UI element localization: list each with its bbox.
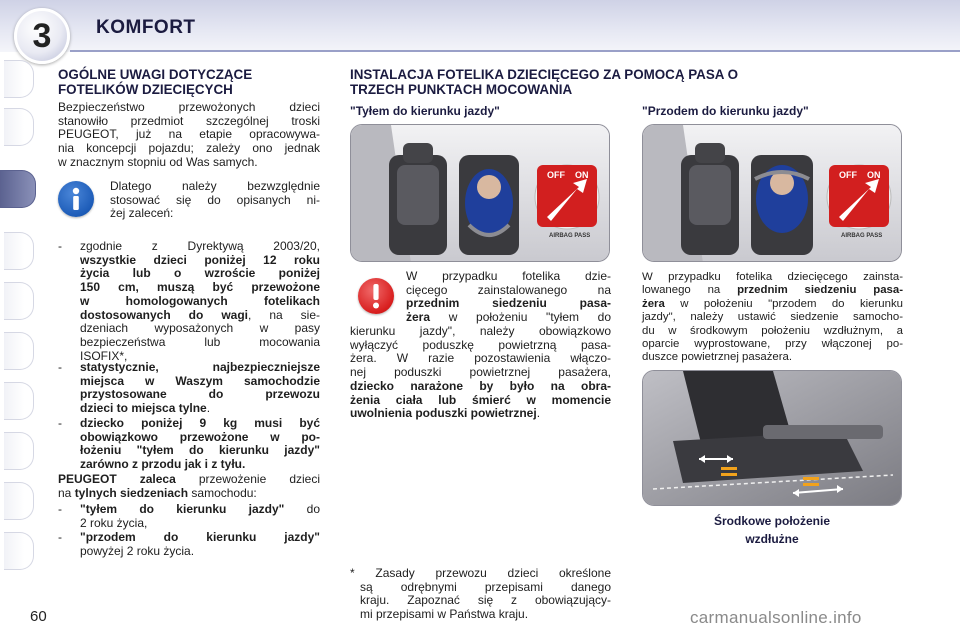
chapter-number-badge: 3 xyxy=(14,8,70,64)
option-forward-facing: - "przodem do kierunku jazdy" powyżej 2 roku życia. xyxy=(58,530,320,558)
chapter-tab-3-active[interactable] xyxy=(0,170,36,208)
info-icon xyxy=(58,181,94,217)
header-rule xyxy=(70,50,960,52)
svg-text:ON: ON xyxy=(575,170,589,180)
chapter-tab-2[interactable] xyxy=(4,108,34,146)
photo-rear-facing-seat xyxy=(350,124,610,262)
intro-paragraph: Bezpieczeństwo przewożonych dzieci stanowiło przedmiot szczególnej troski PEUGEOT, już na etapie opracowywa- nia koncepcji pojazdu; zależy ono jednak w znacznym stopniu od Was samych. xyxy=(58,100,320,169)
bullet-directive: - zgodnie z Dyrektywą 2003/20, wszystkie dzieci poniżej 12 roku życia lub o wzroście poniżej 150 cm, muszą być przewożone w homologowanych fotelikach dostosowanych do wagi, na sie- dzeniach wyposażonych w pasy bezpieczeństwa lub mocowania ISOFIX*, xyxy=(58,239,320,363)
chapter-tab-8[interactable] xyxy=(4,432,34,470)
warning-text-indent: W przypadku fotelika dzie- cięcego zainstalowanego na przednim siedzeniu pasa- żera w położeniu "tyłem do xyxy=(406,269,611,325)
chapter-tab-rail xyxy=(0,60,40,590)
option-rear-facing: - "tyłem do kierunku jazdy" do 2 roku życia, xyxy=(58,502,320,530)
photo-seat-middle-position xyxy=(642,370,902,506)
left-section-title: OGÓLNE UWAGI DOTYCZĄCE FOTELIKÓW DZIECIĘCYCH xyxy=(58,67,253,97)
bullet-rear-seats: - statystycznie, najbezpieczniejsze miejsca w Waszym samochodzie przystosowane do przewozu dzieci to miejsca tylne. xyxy=(58,360,320,416)
warning-exclamation-icon xyxy=(358,278,394,314)
right-section-title: INSTALACJA FOTELIKA DZIECIĘCEGO ZA POMOCĄ PASA O TRZECH PUNKTACH MOCOWANIA xyxy=(350,67,739,97)
chapter-tab-10[interactable] xyxy=(4,532,34,570)
peugeot-recommendation: PEUGEOT zaleca przewożenie dzieci na tylnych siedzeniach samochodu: xyxy=(58,472,321,500)
watermark: carmanualsonline.info xyxy=(690,608,862,627)
chapter-tab-6[interactable] xyxy=(4,332,34,370)
chapter-tab-5[interactable] xyxy=(4,282,34,320)
chapter-tab-1[interactable] xyxy=(4,60,34,98)
svg-text:OFF: OFF xyxy=(839,170,857,180)
photo-forward-facing-seat xyxy=(642,124,902,262)
svg-text:OFF: OFF xyxy=(547,170,565,180)
page-number: 60 xyxy=(30,608,47,625)
forward-facing-text: W przypadku fotelika dziecięcego zainsta- lowanego na przednim siedzeniu pasa- żera w położeniu "przodem do kierunku jazdy", należy ustawić siedzenie samocho- du w środkowym położeniu wzdłużnym, a oparcie wyprostowane, przy włączonej po- duszce powietrznej pasażera. xyxy=(642,271,904,364)
bullet-under-9kg: - dziecko poniżej 9 kg musi być obowiązkowo przewożone w po- łożeniu "tyłem do kierunku jazdy" zarówno z przodu jak i z tyłu. xyxy=(58,416,320,472)
chapter-tab-4[interactable] xyxy=(4,232,34,270)
warning-text: kierunku jazdy", należy obowiązkowo wyłączyć poduszkę powietrzną pasa- żera. W razie pozostawienia włączo- nej poduszki powietrznej pasażera, dziecko narażone by było na obra- żenia ciała lub śmierć w momencie uwolnienia poduszki powietrznej. xyxy=(350,324,611,421)
rear-facing-label: "Tyłem do kierunku jazdy" xyxy=(350,104,500,118)
seat-position-caption: Środkowe położenie wzdłużne xyxy=(713,514,830,546)
info-note: Dlatego należy bezwzględnie stosować się do opisanych ni- żej zaleceń: xyxy=(110,179,320,221)
forward-facing-label: "Przodem do kierunku jazdy" xyxy=(642,104,809,118)
svg-text:ON: ON xyxy=(867,170,881,180)
chapter-title: KOMFORT xyxy=(96,17,196,38)
svg-text:AIRBAG PASS: AIRBAG PASS xyxy=(549,233,591,239)
chapter-tab-7[interactable] xyxy=(4,382,34,420)
svg-text:AIRBAG PASS: AIRBAG PASS xyxy=(841,233,883,239)
chapter-tab-9[interactable] xyxy=(4,482,34,520)
footnote: * Zasady przewozu dzieci określone są odrębnymi przepisami danego kraju. Zapoznać się z obowiązujący- mi przepisami w Państwa kraju. xyxy=(350,566,611,622)
